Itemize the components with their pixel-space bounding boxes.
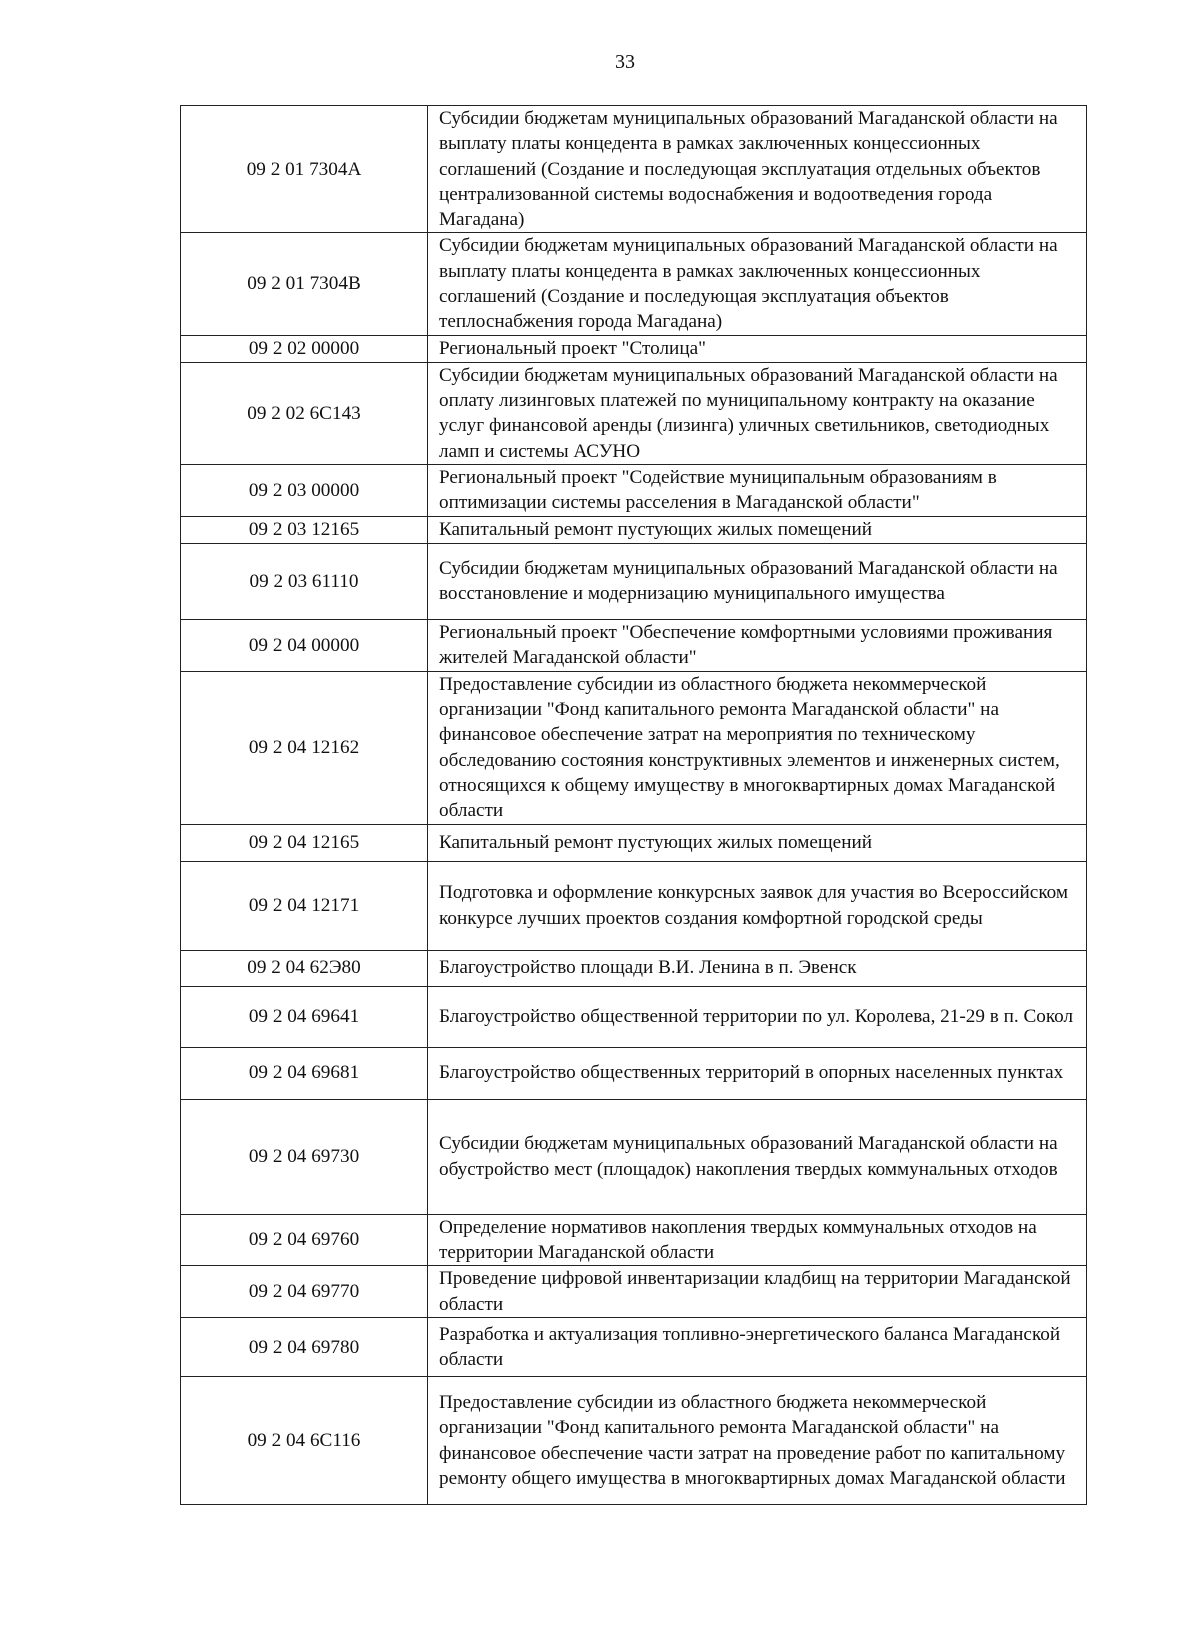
budget-classification-table — [180, 105, 1087, 1505]
row-description: Региональный проект "Обеспечение комфортными условиями проживания жителей Магаданской области" — [428, 619, 1087, 671]
table-row — [181, 233, 1087, 335]
row-code: 09 2 04 6С116 — [181, 1377, 428, 1505]
row-description: Региональный проект "Столица" — [428, 335, 1087, 362]
row-code: 09 2 03 12165 — [181, 516, 428, 543]
table-row — [181, 671, 1087, 824]
row-description: Капитальный ремонт пустующих жилых помещений — [428, 516, 1087, 543]
row-code: 09 2 04 12162 — [181, 671, 428, 824]
table-row — [181, 464, 1087, 516]
row-code: 09 2 04 69770 — [181, 1266, 428, 1318]
row-code: 09 2 02 00000 — [181, 335, 428, 362]
row-description: Благоустройство общественных территорий в опорных населенных пунктах — [428, 1047, 1087, 1099]
row-code: 09 2 03 00000 — [181, 464, 428, 516]
row-description: Предоставление субсидии из областного бюджета некоммерческой организации "Фонд капитального ремонта Магаданской области" на финансовое обеспечение части затрат на проведение работ по капитальному ремонту общего имущества в многоквартирных домах Магаданской области — [428, 1377, 1087, 1505]
table-row — [181, 1318, 1087, 1377]
table-row — [181, 950, 1087, 986]
row-description: Субсидии бюджетам муниципальных образований Магаданской области на оплату лизинговых платежей по муниципальному контракту на оказание услуг финансовой аренды (лизинга) уличных светильников, светодиодных ламп и системы АСУНО — [428, 362, 1087, 464]
row-code: 09 2 04 12171 — [181, 861, 428, 950]
table-row — [181, 986, 1087, 1047]
row-description: Благоустройство площади В.И. Ленина в п. Эвенск — [428, 950, 1087, 986]
table-row — [181, 543, 1087, 619]
row-code: 09 2 02 6С143 — [181, 362, 428, 464]
page-number: 33 — [615, 51, 635, 73]
row-code: 09 2 04 69730 — [181, 1099, 428, 1214]
row-code: 09 2 04 12165 — [181, 824, 428, 861]
row-description: Подготовка и оформление конкурсных заявок для участия во Всероссийском конкурсе лучших проектов создания комфортной городской среды — [428, 861, 1087, 950]
table-row — [181, 516, 1087, 543]
row-description: Региональный проект "Содействие муниципальным образованиям в оптимизации системы расселения в Магаданской области" — [428, 464, 1087, 516]
row-code: 09 2 03 61110 — [181, 543, 428, 619]
row-code: 09 2 01 7304В — [181, 233, 428, 335]
row-code: 09 2 04 69641 — [181, 986, 428, 1047]
row-description: Разработка и актуализация топливно-энергетического баланса Магаданской области — [428, 1318, 1087, 1377]
table-row — [181, 362, 1087, 464]
table-row — [181, 1099, 1087, 1214]
table-row — [181, 335, 1087, 362]
row-description: Проведение цифровой инвентаризации кладбищ на территории Магаданской области — [428, 1266, 1087, 1318]
row-description: Капитальный ремонт пустующих жилых помещений — [428, 824, 1087, 861]
table-row — [181, 1266, 1087, 1318]
table-row — [181, 1214, 1087, 1266]
row-code: 09 2 04 00000 — [181, 619, 428, 671]
row-description: Субсидии бюджетам муниципальных образований Магаданской области на выплату платы концедента в рамках заключенных концессионных соглашений (Создание и последующая эксплуатация отдельных объектов централизованной системы водоснабжения и водоотведения города Магадана) — [428, 106, 1087, 233]
row-code: 09 2 01 7304А — [181, 106, 428, 233]
row-code: 09 2 04 69780 — [181, 1318, 428, 1377]
row-code: 09 2 04 62Э80 — [181, 950, 428, 986]
table-row — [181, 861, 1087, 950]
table-row — [181, 106, 1087, 233]
row-description: Субсидии бюджетам муниципальных образований Магаданской области на восстановление и модернизацию муниципального имущества — [428, 543, 1087, 619]
row-description: Предоставление субсидии из областного бюджета некоммерческой организации "Фонд капитального ремонта Магаданской области" на финансовое обеспечение затрат на мероприятия по техническому обследованию состояния конструктивных элементов и инженерных систем, относящихся к общему имуществу в многоквартирных домах Магаданской области — [428, 671, 1087, 824]
row-code: 09 2 04 69681 — [181, 1047, 428, 1099]
row-code: 09 2 04 69760 — [181, 1214, 428, 1266]
table-row — [181, 1047, 1087, 1099]
row-description: Благоустройство общественной территории по ул. Королева, 21-29 в п. Сокол — [428, 986, 1087, 1047]
table-row — [181, 824, 1087, 861]
row-description: Определение нормативов накопления твердых коммунальных отходов на территории Магаданской области — [428, 1214, 1087, 1266]
table-row — [181, 619, 1087, 671]
row-description: Субсидии бюджетам муниципальных образований Магаданской области на выплату платы концедента в рамках заключенных концессионных соглашений (Создание и последующая эксплуатация объектов теплоснабжения города Магадана) — [428, 233, 1087, 335]
table-row — [181, 1377, 1087, 1505]
row-description: Субсидии бюджетам муниципальных образований Магаданской области на обустройство мест (площадок) накопления твердых коммунальных отходов — [428, 1099, 1087, 1214]
